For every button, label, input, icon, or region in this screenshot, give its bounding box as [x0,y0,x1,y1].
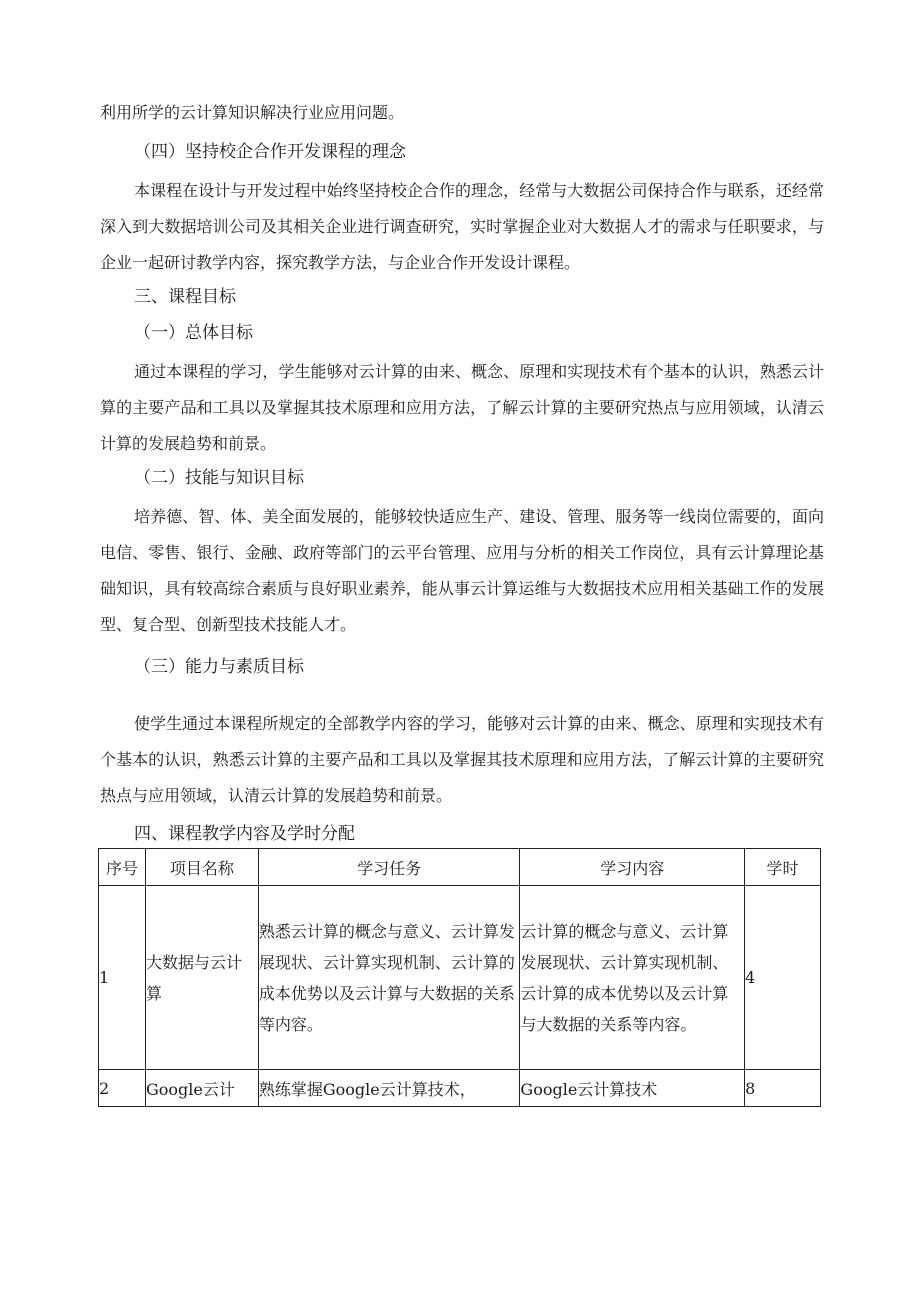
table-row [99,1070,821,1107]
header-learning-task: 学习任务 [258,849,520,886]
table-row [99,886,821,1070]
paragraph-ability-goal [100,706,824,814]
paragraph-text: 使学生通过本课程所规定的全部教学内容的学习，能够对云计算的由来、概念、原理和实现技术有个基本的认识，熟悉云计算的主要产品和工具以及掌握其技术原理和应用方法，了解云计算的主要研究热点与应用领域，认清云计算的发展趋势和前景。 [100,714,824,805]
paragraph-school-enterprise [100,173,824,281]
subheading-skills-goal: （二）技能与知识目标 [134,468,304,488]
header-hours: 学时 [745,849,821,886]
continued-text-line: 利用所学的云计算知识解决行业应用问题。 [100,103,405,122]
paragraph-text: 通过本课程的学习，学生能够对云计算的由来、概念、原理和实现技术有个基本的认识，熟悉云计算的主要产品和工具以及掌握其技术原理和应用方法，了解云计算的主要研究热点与应用领域，认清云计算的发展趋势和前景。 [100,362,824,453]
cell-number: 2 [99,1070,146,1107]
header-learning-content: 学习内容 [520,849,745,886]
paragraph-text: 本课程在设计与开发过程中始终坚持校企合作的理念，经常与大数据公司保持合作与联系，还经常深入到大数据培训公司及其相关企业进行调查研究，实时掌握企业对大数据人才的需求与任职要求，与企业一起研讨教学内容，探究教学方法，与企业合作开发设计课程。 [100,181,824,272]
header-project-name: 项目名称 [145,849,258,886]
subheading-overall-goal: （一）总体目标 [134,323,253,343]
paragraph-skills-goal [100,499,824,643]
header-number: 序号 [99,849,146,886]
section-heading-4: （四）坚持校企合作开发课程的理念 [134,142,406,162]
table-header-row [99,849,821,886]
cell-hours: 8 [745,1070,821,1107]
cell-hours: 4 [745,886,821,1070]
paragraph-text: 培养德、智、体、美全面发展的，能够较快适应生产、建设、管理、服务等一线岗位需要的，面向电信、零售、银行、金融、政府等部门的云平台管理、应用与分析的相关工作岗位，具有云计算理论基础知识，具有较高综合素质与良好职业素养，能从事云计算运维与大数据技术应用相关基础工作的发展型、复合型、创新型技术技能人才。 [100,507,824,634]
course-content-table [98,848,821,1107]
cell-number: 1 [99,886,146,1070]
cell-learning-content: 云计算的概念与意义、云计算发展现状、云计算实现机制、云计算的成本优势以及云计算与大数据的关系等内容。 [520,921,729,1034]
section-heading-course-goals: 三、课程目标 [134,287,236,307]
cell-project-name: 大数据与云计算 [145,952,242,1003]
cell-learning-task: 熟悉云计算的概念与意义、云计算发展现状、云计算实现机制、云计算的成本优势以及云计算与大数据的关系等内容。 [258,921,515,1034]
paragraph-overall-goal [100,354,824,462]
cell-project-name: Google云计 [145,1070,258,1107]
section-heading-teaching-content: 四、课程教学内容及学时分配 [134,824,355,844]
cell-learning-task: 熟练掌握Google云计算技术， [258,1070,520,1107]
subheading-ability-goal: （三）能力与素质目标 [134,657,304,677]
cell-learning-content: Google云计算技术 [520,1070,745,1107]
